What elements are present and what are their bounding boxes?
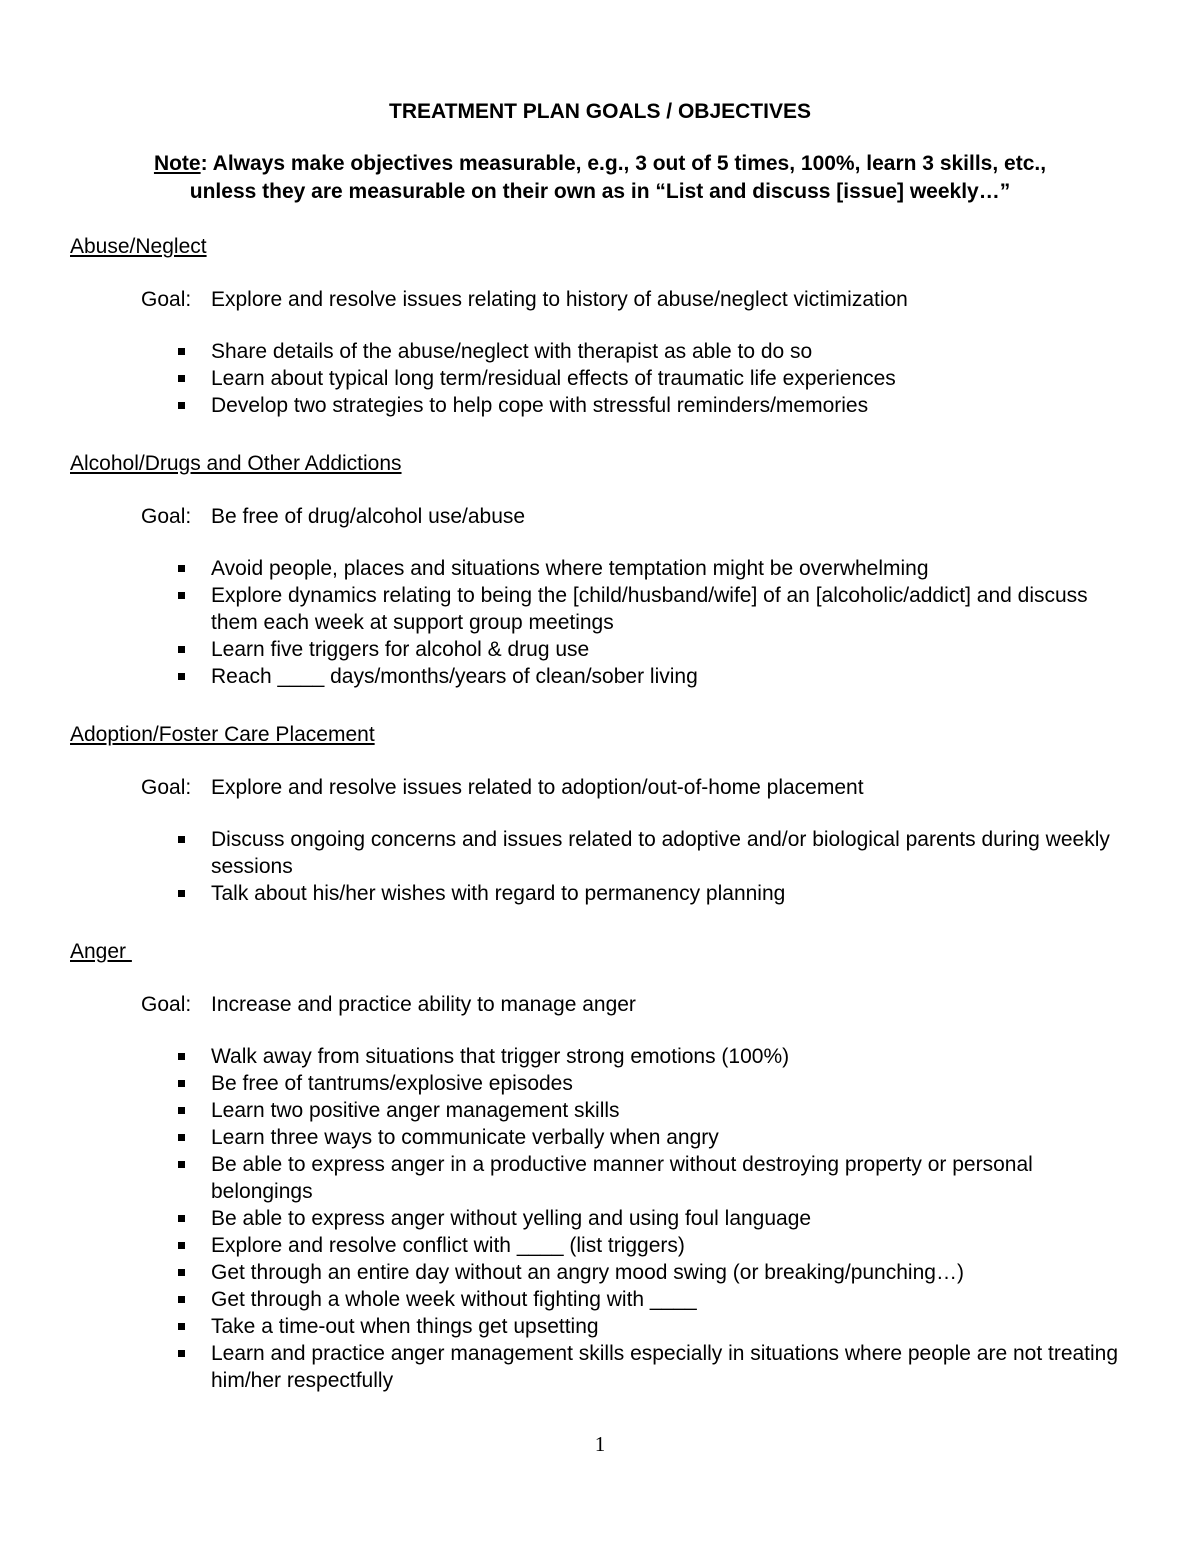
list-item-text: Be able to express anger in a productive manner without destroying property or personal belongings: [211, 1153, 1033, 1203]
list-item-text: Get through an entire day without an angry mood swing (or breaking/punching…): [211, 1261, 964, 1284]
bullet-icon: [178, 890, 185, 897]
goal-text: Be free of drug/alcohol use/abuse: [211, 505, 526, 528]
list-item: [70, 1124, 1140, 1151]
list-item-text: Learn and practice anger management skills especially in situations where people are not treating him/her respectfully: [211, 1342, 1119, 1392]
list-item: [70, 392, 1140, 419]
bullet-icon: [178, 646, 185, 653]
list-item: [70, 1232, 1140, 1259]
list-item: [70, 1043, 1140, 1070]
note-line-1: : Always make objectives measurable, e.g., 3 out of 5 times, 100%, learn 3 skills, etc.,: [200, 152, 1047, 175]
list-item-text: Learn about typical long term/residual effects of traumatic life experiences: [211, 367, 896, 390]
list-item-text: Learn five triggers for alcohol & drug use: [211, 638, 590, 661]
list-item-text: Explore dynamics relating to being the [child/husband/wife] of an [alcoholic/addict] and discuss them each week at support group meetings: [211, 584, 1088, 634]
bullet-icon: [178, 1161, 185, 1168]
bullet-icon: [178, 375, 185, 382]
bullet-icon: [178, 1350, 185, 1357]
section-heading: Abuse/Neglect: [70, 235, 207, 258]
list-item-text: Learn two positive anger management skills: [211, 1099, 620, 1122]
list-item: [70, 555, 1140, 582]
list-item-text: Learn three ways to communicate verbally when angry: [211, 1126, 719, 1149]
list-item-text: Talk about his/her wishes with regard to permanency planning: [211, 882, 786, 905]
list-item-text: Discuss ongoing concerns and issues related to adoptive and/or biological parents during weekly sessions: [211, 828, 1110, 878]
objective-list: [70, 1043, 1140, 1394]
objective-list: [70, 555, 1140, 690]
list-item-text: Explore and resolve conflict with ____ (list triggers): [211, 1234, 685, 1257]
list-item-text: Be free of tantrums/explosive episodes: [211, 1072, 573, 1095]
list-item: [70, 1070, 1140, 1097]
objective-list: [70, 826, 1140, 907]
list-item-text: Develop two strategies to help cope with stressful reminders/memories: [211, 394, 869, 417]
section-heading: Alcohol/Drugs and Other Addictions: [70, 452, 402, 475]
goal-text: Explore and resolve issues related to adoption/out-of-home placement: [211, 776, 864, 799]
section-alcohol-drugs: [70, 450, 1140, 690]
bullet-icon: [178, 836, 185, 843]
list-item-text: Be able to express anger without yelling and using foul language: [211, 1207, 812, 1230]
goal-text: Explore and resolve issues relating to history of abuse/neglect victimization: [211, 288, 908, 311]
list-item: [70, 365, 1140, 392]
bullet-icon: [178, 1134, 185, 1141]
list-item: [70, 826, 1140, 880]
list-item-text: Take a time-out when things get upsetting: [211, 1315, 599, 1338]
list-item-text: Walk away from situations that trigger strong emotions (100%): [211, 1045, 790, 1068]
goal-label: Goal:: [141, 505, 192, 528]
objective-list: [70, 338, 1140, 419]
bullet-icon: [178, 402, 185, 409]
bullet-icon: [178, 1053, 185, 1060]
section-heading: Adoption/Foster Care Placement: [70, 723, 375, 746]
list-item-text: Share details of the abuse/neglect with therapist as able to do so: [211, 340, 813, 363]
bullet-icon: [178, 592, 185, 599]
goal: [141, 774, 1200, 801]
section-heading: Anger: [70, 940, 132, 963]
goal-text: Increase and practice ability to manage anger: [211, 993, 636, 1016]
bullet-icon: [178, 1296, 185, 1303]
goal: [141, 991, 1200, 1018]
bullet-icon: [178, 1080, 185, 1087]
bullet-icon: [178, 1242, 185, 1249]
section-adoption-foster-care: [70, 721, 1140, 907]
bullet-icon: [178, 1269, 185, 1276]
goal-label: Goal:: [141, 776, 192, 799]
goal-label: Goal:: [141, 993, 192, 1016]
goal: [141, 503, 1200, 530]
note-line-2: unless they are measurable on their own as in “List and discuss [issue] weekly…”: [189, 180, 1011, 203]
goal-label: Goal:: [141, 288, 192, 311]
list-item: [70, 1286, 1140, 1313]
note: [0, 150, 1200, 206]
list-item: [70, 1259, 1140, 1286]
list-item: [70, 338, 1140, 365]
bullet-icon: [178, 673, 185, 680]
list-item: [70, 880, 1140, 907]
section-abuse-neglect: [70, 233, 1140, 419]
bullet-icon: [178, 1215, 185, 1222]
bullet-icon: [178, 1323, 185, 1330]
list-item: [70, 636, 1140, 663]
list-item: [70, 663, 1140, 690]
list-item: [70, 582, 1140, 636]
list-item-text: Get through a whole week without fighting with ____: [211, 1288, 697, 1311]
list-item: [70, 1097, 1140, 1124]
goal: [141, 286, 1200, 313]
list-item-text: Avoid people, places and situations where temptation might be overwhelming: [211, 557, 929, 580]
list-item: [70, 1313, 1140, 1340]
section-anger: [70, 938, 1140, 1394]
page-title: TREATMENT PLAN GOALS / OBJECTIVES: [389, 100, 811, 123]
note-label: Note: [153, 152, 201, 175]
list-item: [70, 1151, 1140, 1205]
bullet-icon: [178, 348, 185, 355]
list-item: [70, 1340, 1140, 1394]
bullet-icon: [178, 565, 185, 572]
page-number: 1: [594, 1432, 606, 1456]
bullet-icon: [178, 1107, 185, 1114]
list-item: [70, 1205, 1140, 1232]
list-item-text: Reach ____ days/months/years of clean/sober living: [211, 665, 698, 688]
